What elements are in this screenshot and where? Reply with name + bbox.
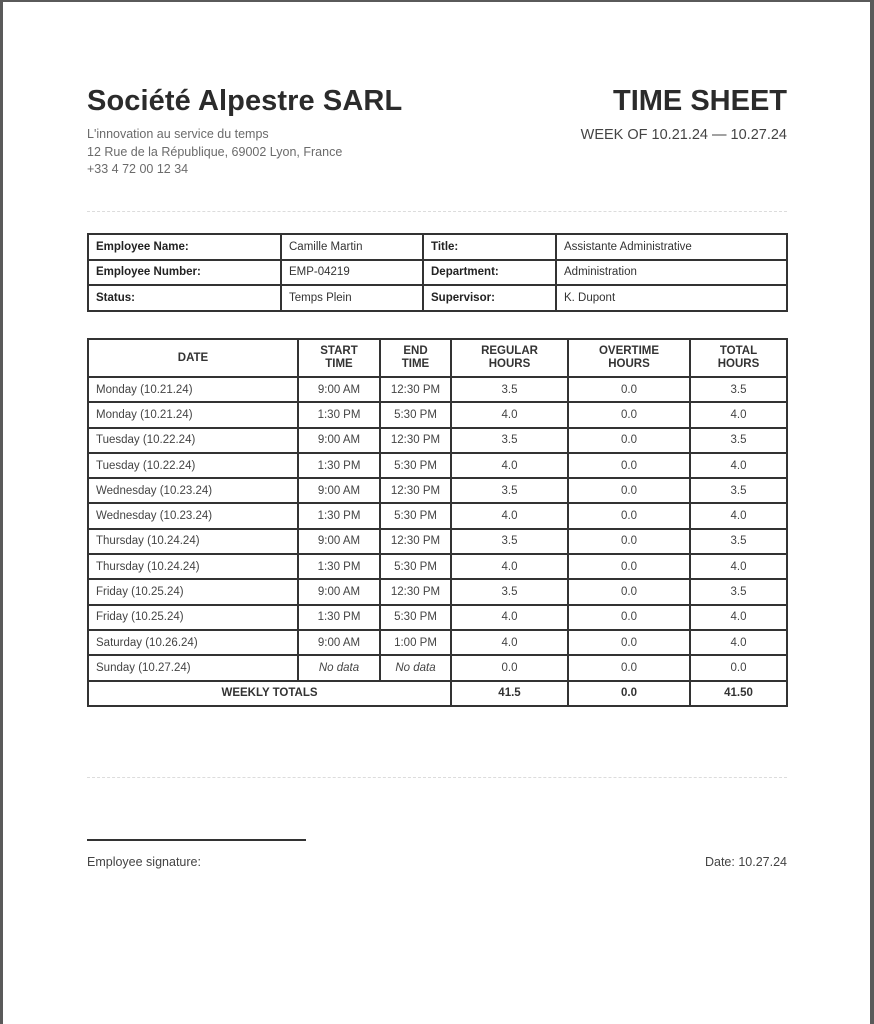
table-row	[88, 529, 787, 554]
signature-date: Date: 10.27.24	[704, 855, 787, 869]
company-phone: +33 4 72 00 12 34	[87, 162, 189, 176]
info-value: Administration	[556, 260, 787, 286]
cell-regular: 4.0	[451, 554, 568, 579]
cell-regular: 3.5	[451, 478, 568, 503]
cell-date: Sunday (10.27.24)	[88, 655, 298, 680]
cell-total: 3.5	[690, 428, 787, 453]
cell-overtime: 0.0	[568, 377, 690, 402]
cell-start: 1:30 PM	[298, 402, 380, 427]
cell-start: 9:00 AM	[298, 428, 380, 453]
info-label: Title:	[423, 234, 556, 260]
cell-overtime: 0.0	[568, 605, 690, 630]
col-header-start: START TIME	[298, 339, 380, 377]
info-label: Employee Name:	[88, 234, 281, 260]
cell-total: 3.5	[690, 579, 787, 604]
signature-line	[87, 839, 306, 841]
cell-total: 3.5	[690, 478, 787, 503]
cell-end: 12:30 PM	[380, 529, 451, 554]
cell-total: 3.5	[690, 377, 787, 402]
cell-overtime: 0.0	[568, 529, 690, 554]
table-row	[88, 655, 787, 680]
cell-overtime: 0.0	[568, 402, 690, 427]
document-title: TIME SHEET	[612, 85, 787, 117]
document-page	[3, 2, 870, 1024]
cell-date: Friday (10.25.24)	[88, 579, 298, 604]
cell-regular: 4.0	[451, 503, 568, 528]
col-header-regular: REGULAR HOURS	[451, 339, 568, 377]
info-value: Temps Plein	[281, 285, 423, 311]
weekly-totals-row	[88, 681, 787, 706]
cell-date: Saturday (10.26.24)	[88, 630, 298, 655]
cell-end: 12:30 PM	[380, 428, 451, 453]
timesheet-header-row	[88, 339, 787, 377]
cell-regular: 3.5	[451, 579, 568, 604]
cell-end: 5:30 PM	[380, 554, 451, 579]
table-row	[88, 554, 787, 579]
table-row	[88, 377, 787, 402]
cell-date: Wednesday (10.23.24)	[88, 478, 298, 503]
cell-total: 4.0	[690, 605, 787, 630]
cell-date: Thursday (10.24.24)	[88, 554, 298, 579]
cell-regular: 3.5	[451, 428, 568, 453]
cell-total: 4.0	[690, 630, 787, 655]
cell-end: 5:30 PM	[380, 453, 451, 478]
info-value: EMP-04219	[281, 260, 423, 286]
table-row	[88, 453, 787, 478]
cell-overtime: 0.0	[568, 579, 690, 604]
cell-regular: 4.0	[451, 605, 568, 630]
info-row	[88, 260, 787, 286]
cell-start: 1:30 PM	[298, 453, 380, 478]
cell-regular: 3.5	[451, 529, 568, 554]
total-hours: 41.50	[690, 681, 787, 706]
info-label: Department:	[423, 260, 556, 286]
cell-start: 1:30 PM	[298, 554, 380, 579]
cell-date: Thursday (10.24.24)	[88, 529, 298, 554]
cell-regular: 4.0	[451, 402, 568, 427]
employee-info-table	[87, 233, 788, 312]
week-range: WEEK OF 10.21.24 — 10.27.24	[580, 127, 787, 143]
cell-overtime: 0.0	[568, 554, 690, 579]
cell-overtime: 0.0	[568, 478, 690, 503]
col-header-total: TOTAL HOURS	[690, 339, 787, 377]
cell-date: Tuesday (10.22.24)	[88, 428, 298, 453]
cell-start: 9:00 AM	[298, 630, 380, 655]
cell-date: Friday (10.25.24)	[88, 605, 298, 630]
cell-end: 5:30 PM	[380, 402, 451, 427]
timesheet-body	[88, 377, 787, 681]
company-address: 12 Rue de la République, 69002 Lyon, France	[87, 144, 343, 159]
cell-end: 5:30 PM	[380, 503, 451, 528]
info-value: Camille Martin	[281, 234, 423, 260]
cell-start: 9:00 AM	[298, 579, 380, 604]
cell-overtime: 0.0	[568, 630, 690, 655]
cell-overtime: 0.0	[568, 655, 690, 680]
cell-start: 9:00 AM	[298, 529, 380, 554]
cell-end: No data	[380, 655, 451, 680]
company-tagline: L'innovation au service du temps	[87, 127, 269, 141]
info-value: K. Dupont	[556, 285, 787, 311]
cell-total: 4.0	[690, 453, 787, 478]
info-label: Status:	[88, 285, 281, 311]
company-details	[87, 126, 342, 179]
cell-regular: 3.5	[451, 377, 568, 402]
table-row	[88, 605, 787, 630]
info-row	[88, 234, 787, 260]
cell-regular: 0.0	[451, 655, 568, 680]
col-header-date: DATE	[88, 339, 298, 377]
cell-total: 0.0	[690, 655, 787, 680]
total-regular: 41.5	[451, 681, 568, 706]
signature-label: Employee signature:	[87, 855, 201, 869]
table-row	[88, 579, 787, 604]
total-overtime: 0.0	[568, 681, 690, 706]
info-value: Assistante Administrative	[556, 234, 787, 260]
table-row	[88, 402, 787, 427]
cell-date: Tuesday (10.22.24)	[88, 453, 298, 478]
cell-total: 4.0	[690, 503, 787, 528]
table-row	[88, 630, 787, 655]
cell-end: 5:30 PM	[380, 605, 451, 630]
cell-start: 9:00 AM	[298, 377, 380, 402]
cell-date: Monday (10.21.24)	[88, 377, 298, 402]
cell-total: 4.0	[690, 402, 787, 427]
cell-end: 12:30 PM	[380, 579, 451, 604]
cell-end: 12:30 PM	[380, 478, 451, 503]
cell-regular: 4.0	[451, 453, 568, 478]
cell-overtime: 0.0	[568, 428, 690, 453]
info-row	[88, 285, 787, 311]
cell-date: Monday (10.21.24)	[88, 402, 298, 427]
timesheet-table	[87, 338, 788, 707]
cell-start: No data	[298, 655, 380, 680]
cell-start: 9:00 AM	[298, 478, 380, 503]
col-header-overtime: OVERTIME HOURS	[568, 339, 690, 377]
table-row	[88, 428, 787, 453]
divider-top	[87, 211, 787, 212]
cell-total: 3.5	[690, 529, 787, 554]
cell-overtime: 0.0	[568, 503, 690, 528]
cell-start: 1:30 PM	[298, 503, 380, 528]
info-label: Supervisor:	[423, 285, 556, 311]
info-label: Employee Number:	[88, 260, 281, 286]
divider-bottom	[87, 777, 787, 778]
cell-start: 1:30 PM	[298, 605, 380, 630]
cell-overtime: 0.0	[568, 453, 690, 478]
company-name: Société Alpestre SARL	[87, 85, 403, 117]
weekly-totals-label: WEEKLY TOTALS	[88, 681, 451, 706]
cell-regular: 4.0	[451, 630, 568, 655]
cell-date: Wednesday (10.23.24)	[88, 503, 298, 528]
cell-end: 12:30 PM	[380, 377, 451, 402]
table-row	[88, 478, 787, 503]
table-row	[88, 503, 787, 528]
cell-total: 4.0	[690, 554, 787, 579]
col-header-end: END TIME	[380, 339, 451, 377]
cell-end: 1:00 PM	[380, 630, 451, 655]
